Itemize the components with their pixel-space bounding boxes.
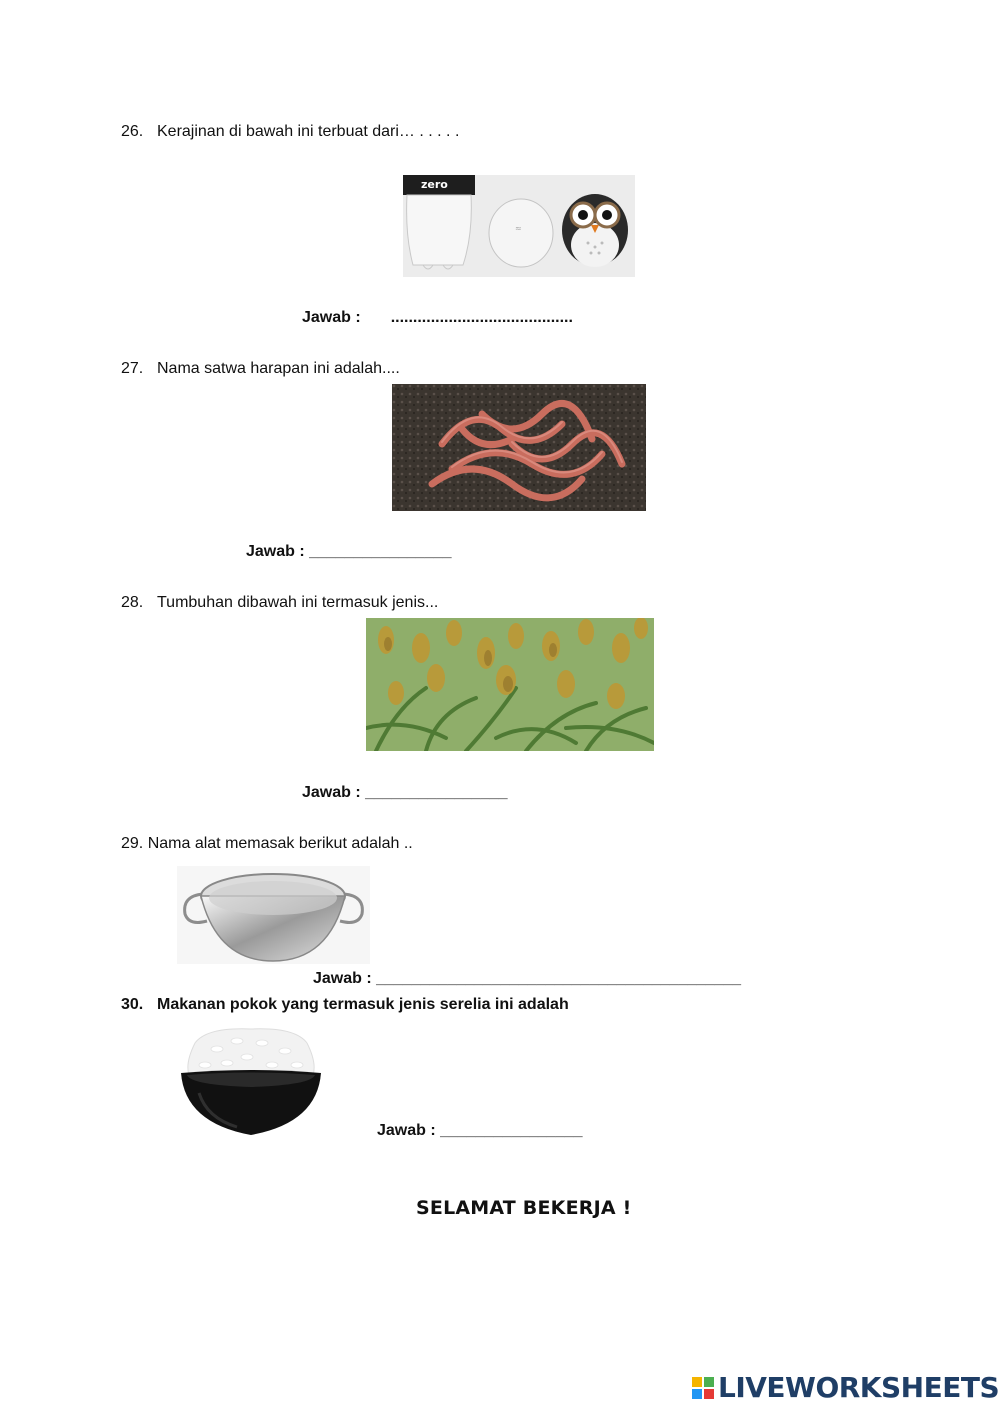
question-text: Tumbuhan dibawah ini termasuk jenis... — [157, 594, 439, 611]
earthworms-image — [392, 384, 646, 511]
bowl-of-rice-image — [177, 1023, 325, 1139]
answer-label: Jawab : — [313, 970, 372, 987]
question-26 — [121, 123, 459, 141]
closing-message: SELAMAT BEKERJA ! — [416, 1197, 632, 1219]
answer-30 — [377, 1122, 583, 1140]
answer-26 — [302, 309, 573, 327]
answer-27 — [246, 543, 452, 561]
answer-blank-27[interactable]: ________________ — [309, 543, 452, 560]
question-number: 29. — [121, 835, 144, 852]
question-number: 28. — [121, 594, 144, 611]
question-29 — [121, 835, 413, 853]
answer-label: Jawab : — [246, 543, 305, 560]
question-text: Kerajinan di bawah ini terbuat dari… . . . . . — [157, 123, 460, 140]
answer-blank-26[interactable]: ......................................... — [390, 309, 573, 326]
question-number: 30. — [121, 996, 144, 1013]
sorghum-plants-image — [366, 618, 654, 751]
plastic-bottle-crafts-image — [403, 175, 635, 277]
answer-blank-29[interactable]: _________________________________________ — [376, 970, 741, 987]
question-27 — [121, 360, 400, 378]
question-number: 26. — [121, 123, 144, 140]
question-30 — [121, 996, 569, 1014]
answer-28 — [302, 784, 508, 802]
wok-pan-image — [177, 866, 370, 964]
logo-blocks-icon — [692, 1377, 714, 1399]
logo-wordmark: LIVEWORKSHEETS — [718, 1371, 1000, 1404]
answer-label: Jawab : — [377, 1122, 436, 1139]
answer-29 — [313, 970, 741, 988]
answer-blank-28[interactable]: ________________ — [365, 784, 508, 801]
question-text: Makanan pokok yang termasuk jenis serelia ini adalah — [157, 996, 569, 1013]
liveworksheets-logo — [692, 1371, 999, 1404]
question-text: Nama alat memasak berikut adalah .. — [147, 835, 413, 852]
question-number: 27. — [121, 360, 144, 377]
answer-label: Jawab : — [302, 784, 361, 801]
question-28 — [121, 594, 438, 612]
answer-label: Jawab : — [302, 309, 361, 326]
bottle-label-text: zero — [421, 178, 448, 191]
answer-blank-30[interactable]: ________________ — [440, 1122, 583, 1139]
question-text: Nama satwa harapan ini adalah.... — [157, 360, 400, 377]
svg-text:≈: ≈ — [515, 224, 522, 233]
